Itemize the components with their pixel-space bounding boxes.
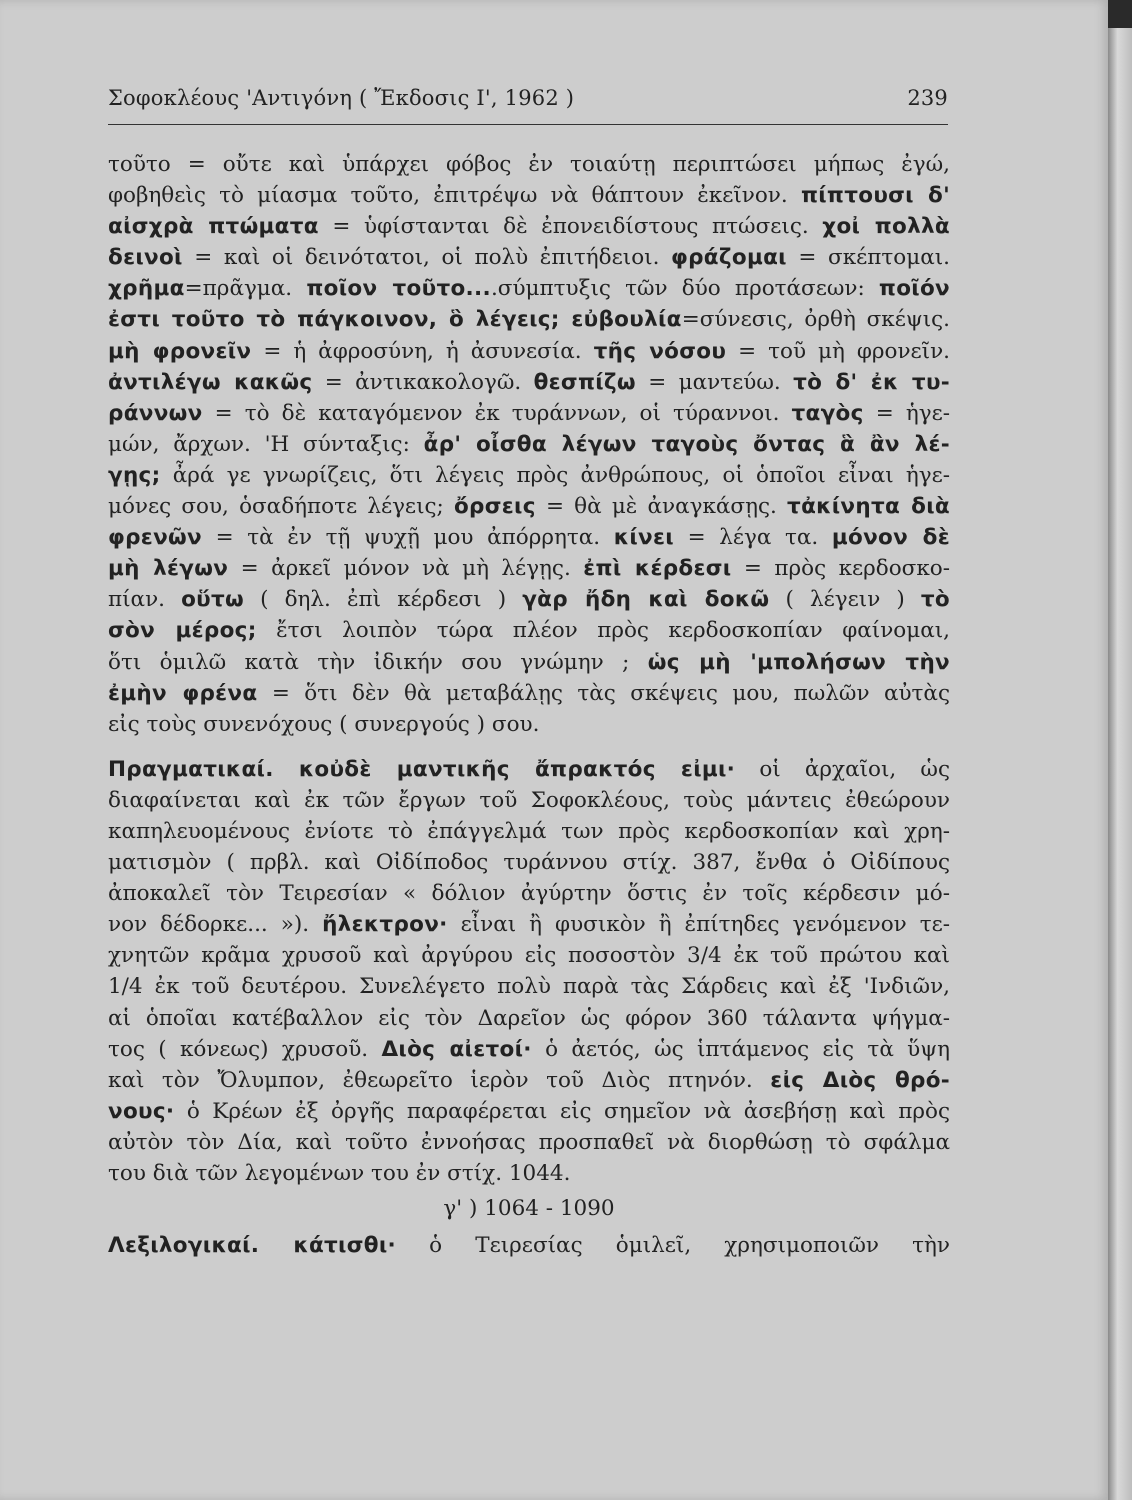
- gloss-text: τοῦτο = οὔτε καὶ ὑπάρχει φόβος ἐν τοιαύτῃ περιπτώσει μήπως ἐγώ,: [108, 152, 950, 177]
- text-line: [108, 647, 950, 678]
- page-number: 239: [907, 86, 948, 110]
- bold-lemma: ὡς μὴ 'μπολήσων τὴν: [647, 649, 950, 675]
- bold-lemma: φράζομαι: [671, 245, 787, 271]
- gloss-text: ματισμὸν ( πρβλ. καὶ Οἰδίποδος τυράννου στίχ. 387, ἔνθα ὁ Οἰδίπους: [108, 850, 950, 876]
- bold-lemma: χοἰ πολλὰ: [822, 214, 950, 240]
- bold-lemma: μὴ φρονεῖν: [108, 338, 252, 364]
- text-line: [108, 909, 950, 940]
- gloss-text: οἱ ἀρχαῖοι, ὡς: [735, 756, 950, 782]
- section-heading: γ' ) 1064 - 1090: [443, 1196, 615, 1222]
- scan-corner: [1108, 0, 1132, 28]
- text-line: [108, 678, 950, 709]
- bold-lemma: ἐμὴν φρένα: [108, 680, 258, 706]
- bold-lemma: ποῖον τοῦτο...: [306, 276, 491, 302]
- gloss-text: ὅτι ὁμιλῶ κατὰ τὴν ἰδικήν σου γνώμην ;: [108, 649, 648, 675]
- text-line: [108, 180, 950, 211]
- paragraph-factual-notes: [108, 754, 950, 1189]
- gloss-text: .σύμπτυξις τῶν δύο προτάσεων:: [490, 276, 879, 302]
- gloss-text: = πρὸς κερδοσκο-: [731, 556, 950, 582]
- text-line: [108, 1127, 950, 1158]
- text-line: [108, 491, 950, 522]
- gloss-text: χνητῶν κρᾶμα χρυσοῦ καὶ ἀργύρου εἰς ποσοστὸν 3/4 ἐκ τοῦ πρώτου καὶ: [108, 943, 950, 969]
- bold-lemma: Πραγματικαί. κοὐδὲ μαντικῆς ἄπρακτός εἰμι·: [108, 756, 736, 782]
- gloss-text: = τοῦ μὴ φρονεῖν.: [726, 338, 950, 364]
- bold-lemma: ἐπὶ κέρδεσι: [583, 556, 732, 582]
- bold-lemma: αἰσχρὰ πτώματα: [108, 214, 319, 240]
- text-line: [108, 1158, 950, 1189]
- text-line: [108, 1065, 950, 1096]
- bold-lemma: μὴ λέγων: [108, 556, 229, 582]
- gloss-text: ( δηλ. ἐπὶ κέρδεσι ): [244, 587, 523, 613]
- text-line: [108, 367, 950, 398]
- gloss-text: = ἀρκεῖ μόνον νὰ μὴ λέγῃς.: [228, 556, 584, 582]
- bold-lemma: κίνει: [613, 525, 674, 551]
- bold-lemma: ἤλεκτρον·: [322, 912, 448, 938]
- text-line: [108, 971, 950, 1002]
- bold-lemma: ὄρσεις: [453, 494, 536, 520]
- gloss-text: ὁ Τειρεσίας ὁμιλεῖ, χρησιμοποιῶν τὴν: [396, 1233, 950, 1259]
- bold-lemma: μόνον δὲ: [831, 525, 950, 551]
- bold-lemma: εἰς Διὸς θρό-: [770, 1067, 950, 1093]
- gloss-text: καπηλευομένους ἐνίοτε τὸ ἐπάγγελμά των πρὸς κερδοσκοπίαν καὶ χρη-: [108, 818, 950, 844]
- bold-lemma: θεσπίζω: [533, 369, 636, 395]
- bold-lemma: Λεξιλογικαί. κάτισθι·: [108, 1233, 396, 1259]
- gloss-text: 1/4 ἐκ τοῦ δευτέρου. Συνελέγετο πολὺ παρὰ τὰς Σάρδεις καὶ ἐξ 'Ινδιῶν,: [108, 974, 950, 1000]
- header-rule: [108, 124, 948, 125]
- bold-lemma: οὕτω: [181, 587, 244, 613]
- bold-lemma: γῃς;: [108, 462, 161, 488]
- gloss-text: διαφαίνεται καὶ ἐκ τῶν ἔργων τοῦ Σοφοκλέους, τοὺς μάντεις ἐθεώρουν: [108, 787, 950, 813]
- bold-lemma: ποῖόν: [878, 276, 950, 302]
- bold-lemma: ἀντιλέγω κακῶς: [108, 369, 313, 395]
- text-line: [108, 429, 950, 460]
- gloss-text: αὐτὸν τὸν Δία, καὶ τοῦτο ἐννοήσας προσπαθεῖ νὰ διορθώσῃ τὸ σφάλμα: [108, 1129, 950, 1155]
- gloss-text: ὁ Κρέων ἐξ ὀργῆς παραφέρεται εἰς σημεῖον νὰ ἀσεβήσῃ καὶ πρὸς: [174, 1098, 950, 1124]
- gloss-text: αἱ ὁποῖαι κατέβαλλον εἰς τὸν Δαρεῖον ὡς φόρον 360 τάλαντα ψήγμα-: [108, 1005, 950, 1031]
- gloss-text: = καὶ οἱ δεινότατοι, οἱ πολὺ ἐπιτήδειοι.: [182, 245, 671, 271]
- text-line: [108, 1096, 950, 1127]
- bold-lemma: τὸ δ' ἐκ τυ-: [793, 369, 950, 395]
- text-line: [108, 785, 950, 816]
- gloss-text: μών, ἄρχων. 'Η σύνταξις:: [108, 431, 424, 457]
- body-text: [108, 149, 950, 1261]
- gloss-text: = ὑφίστανται δὲ ἐπονειδίστους πτώσεις.: [318, 214, 823, 240]
- text-line: [108, 242, 950, 273]
- bold-lemma: φρενῶν: [108, 525, 202, 551]
- bold-lemma: δεινοὶ: [108, 245, 183, 271]
- gloss-text: = τὰ ἐν τῇ ψυχῇ μου ἀπόρρητα.: [201, 525, 614, 551]
- text-line: [108, 398, 950, 429]
- running-header: [108, 86, 948, 118]
- gloss-text: του διὰ τῶν λεγομένων του ἐν στίχ. 1044.: [108, 1161, 571, 1186]
- gloss-text: = ἡ ἀφροσύνη, ἡ ἀσυνεσία.: [251, 338, 594, 364]
- bold-lemma: πίπτουσι δ': [800, 183, 950, 209]
- running-title: Σοφοκλέους 'Αντιγόνη ( Ἔκδοσις Ι', 1962 ): [108, 86, 575, 110]
- gloss-text: ὁ ἀετός, ὡς ἱπτάμενος εἰς τὰ ὕψη: [531, 1036, 950, 1062]
- bold-lemma: σὸν μέρος;: [108, 618, 257, 644]
- bold-lemma: τἀκίνητα διὰ: [787, 494, 950, 520]
- bold-lemma: νους·: [108, 1098, 175, 1124]
- gloss-text: = θὰ μὲ ἀναγκάσῃς.: [535, 494, 788, 520]
- gloss-text: ἆρά γε γνωρίζεις, ὅτι λέγεις πρὸς ἀνθρώπους, οἱ ὁποῖοι εἶναι ἡγε-: [160, 462, 950, 488]
- text-line: [108, 1003, 950, 1034]
- text-line: [108, 522, 950, 553]
- bold-lemma: τῆς νόσου: [593, 338, 727, 364]
- text-line: [108, 816, 950, 847]
- gloss-text: ἀποκαλεῖ τὸν Τειρεσίαν « δόλιον ἀγύρτην ὅστις ἐν τοῖς κέρδεσιν μό-: [108, 881, 950, 907]
- text-line: [108, 584, 950, 615]
- bold-lemma: χρῆμα: [108, 276, 185, 302]
- gloss-text: εἶναι ἢ φυσικὸν ἢ ἐπίτηδες γενόμενον τε-: [447, 912, 950, 938]
- gloss-text: =σύνεσις, ὀρθὴ σκέψις.: [681, 307, 950, 333]
- bold-lemma: Διὸς αἰετοί·: [381, 1036, 532, 1062]
- text-line: [108, 553, 950, 584]
- paragraph-lexical-notes: [108, 149, 950, 740]
- text-line: [108, 304, 950, 335]
- page-edge: [1108, 0, 1132, 1500]
- gloss-text: = λέγα τα.: [673, 525, 832, 551]
- text-line: [108, 273, 950, 304]
- gloss-text: πίαν.: [108, 587, 182, 613]
- gloss-text: εἰς τοὺς συνενόχους ( συνεργούς ) σου.: [108, 711, 540, 737]
- text-line: [108, 754, 950, 785]
- text-line: [108, 709, 950, 740]
- text-line: [108, 336, 950, 367]
- text-line: [108, 878, 950, 909]
- gloss-text: = ἡγε-: [863, 400, 950, 426]
- text-line: [108, 615, 950, 646]
- paragraph-gap: [108, 740, 950, 754]
- gloss-text: φοβηθεὶς τὸ μίασμα τοῦτο, ἐπιτρέψω νὰ θάπτουν ἐκεῖνον.: [108, 183, 801, 209]
- bold-lemma: τὸ: [920, 587, 950, 613]
- text-line: [108, 940, 950, 971]
- gloss-text: ἔτσι λοιπὸν τώρα πλέον πρὸς κερδοσκοπίαν φαίνομαι,: [256, 618, 950, 644]
- gloss-text: καὶ τὸν Ὄλυμπον, ἐθεωρεῖτο ἱερὸν τοῦ Διὸς πτηνόν.: [108, 1067, 771, 1093]
- text-line: [108, 211, 950, 242]
- bold-lemma: ἐστι τοῦτο τὸ πάγκοινον, ὃ λέγεις; εὐβουλία: [108, 307, 682, 333]
- gloss-text: = ὅτι δὲν θὰ μεταβάλῃς τὰς σκέψεις μου, πωλῶν αὐτὰς: [257, 680, 950, 706]
- bold-lemma: ράννων: [108, 400, 203, 426]
- gloss-text: τος ( κόνεως) χρυσοῦ.: [108, 1036, 382, 1062]
- text-line: [108, 847, 950, 878]
- text-line: [108, 460, 950, 491]
- text-line: [108, 1034, 950, 1065]
- gloss-text: μόνες σου, ὁσαδήποτε λέγεις;: [108, 494, 454, 520]
- gloss-text: = ἀντικακολογῶ.: [312, 369, 534, 395]
- bold-lemma: ἆρ' οἶσθα λέγων ταγοὺς ὄντας ἃ ἂν λέ-: [423, 431, 950, 457]
- text-line: [108, 149, 950, 180]
- bold-lemma: γὰρ ἤδη καὶ δοκῶ: [522, 587, 770, 613]
- bold-lemma: ταγὸς: [791, 400, 864, 426]
- paragraph-next-section: [108, 1230, 950, 1261]
- gloss-text: = σκέπτομαι.: [786, 245, 950, 271]
- gloss-text: = τὸ δὲ καταγόμενον ἐκ τυράννων, οἱ τύραννοι.: [202, 400, 792, 426]
- gloss-text: νον δέδορκε... »).: [108, 912, 323, 938]
- gloss-text: = μαντεύω.: [635, 369, 794, 395]
- text-line: [108, 1230, 950, 1261]
- gloss-text: =πρᾶγμα.: [184, 276, 307, 302]
- gloss-text: ( λέγειν ): [769, 587, 921, 613]
